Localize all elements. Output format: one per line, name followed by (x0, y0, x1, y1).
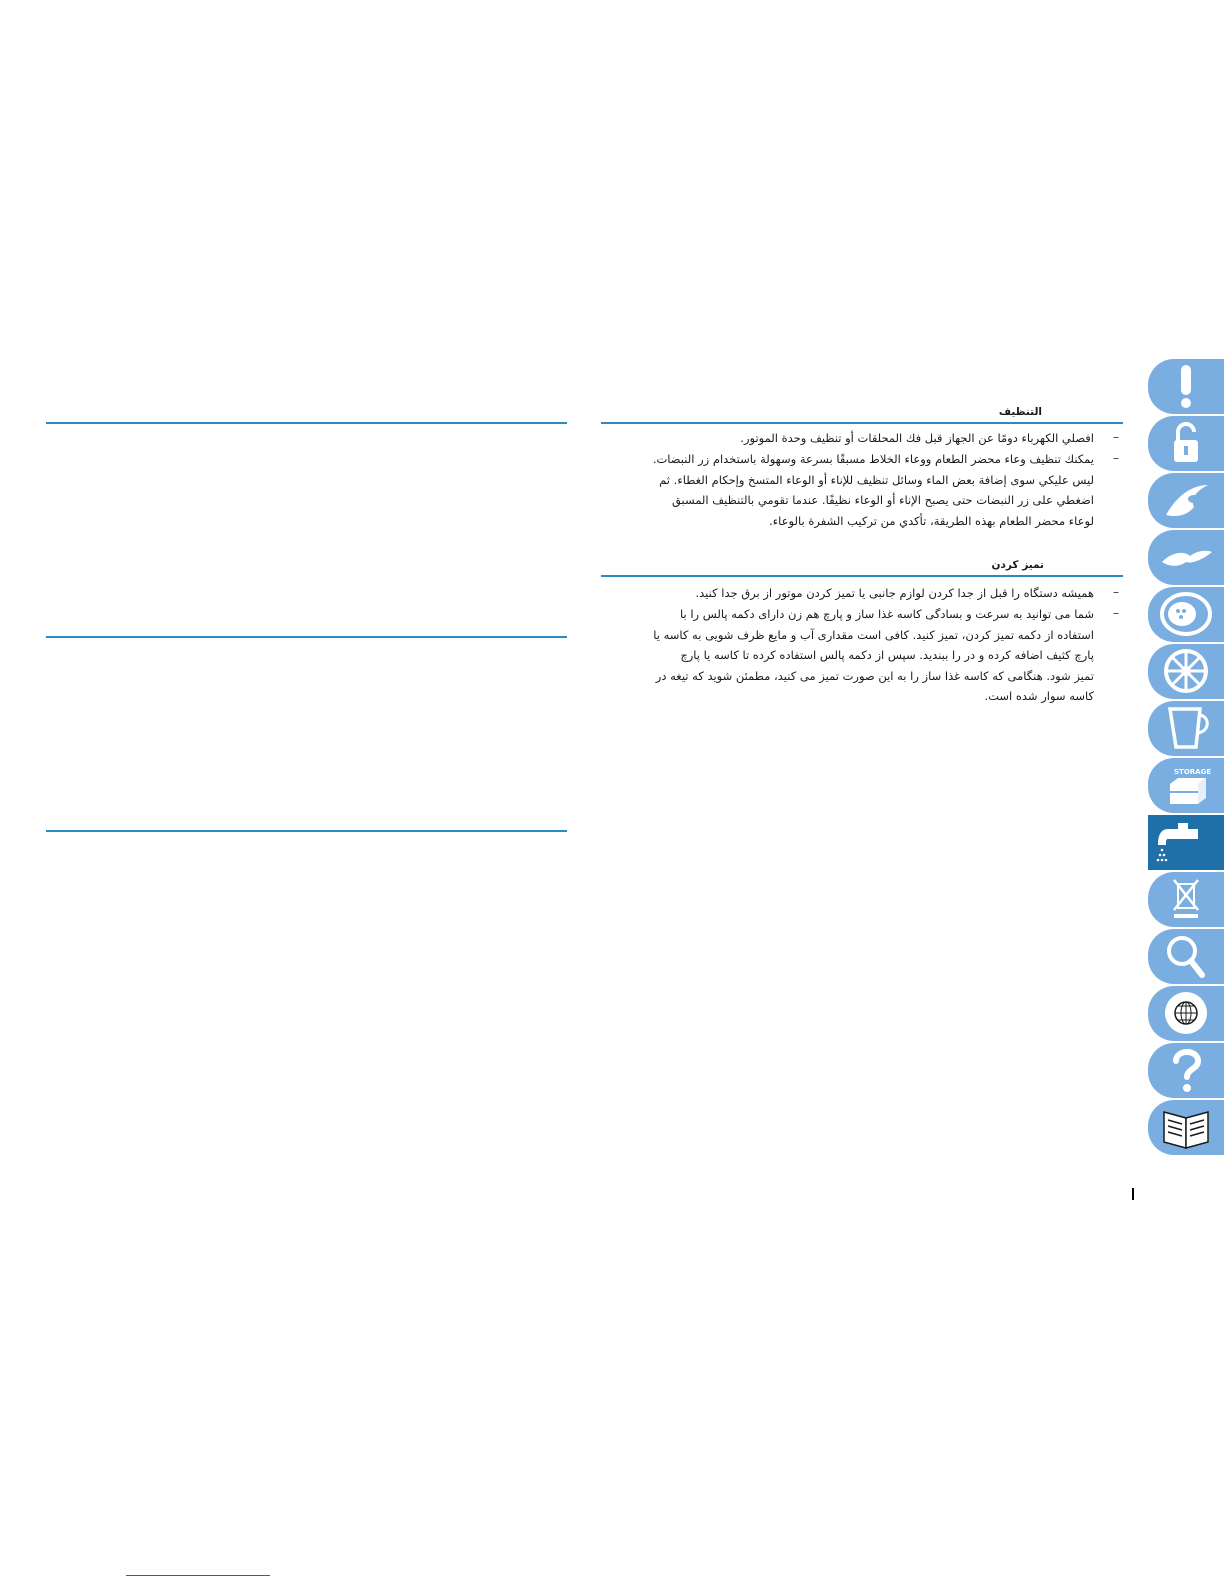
paragraph-line: شما می توانید به سرعت و بسادگی کاسه غذا ساز و پارچ هم زن دارای دکمه پالس را با (679, 607, 1094, 621)
bullet-dash: – (1113, 606, 1119, 620)
jug-icon (1156, 705, 1216, 752)
slicing-disc-icon (1156, 648, 1216, 695)
question-icon (1156, 1047, 1216, 1094)
tab-guarantee[interactable] (1148, 986, 1224, 1041)
tab-blade[interactable] (1148, 530, 1224, 585)
arabic-divider (601, 422, 1123, 424)
paragraph-line: لوعاء محضر الطعام بهذه الطريقة، تأكدي من تركيب الشفرة بالوعاء. (769, 513, 1094, 528)
dough-hook-icon (1156, 477, 1216, 524)
tab-lock[interactable] (1148, 416, 1224, 471)
bullet-dash: – (1113, 451, 1119, 465)
arabic-bullet-1: افصلي الكهرباء دومًا عن الجهاز قبل فك المحلقات أو تنظيف وحدة الموتور. (740, 431, 1094, 445)
paragraph-line: پارچ کثیف اضافه کرده و در را ببندید. سپس از دکمه پالس استفاده کرده تا کاسه یا پارچ (680, 648, 1094, 662)
persian-divider (601, 575, 1123, 577)
arabic-bullet-2 (594, 449, 1094, 531)
disc-icon (1156, 591, 1216, 638)
bullet-dash: – (1113, 430, 1119, 444)
bullet-dash: – (1113, 585, 1119, 599)
page-marker (1132, 1188, 1134, 1200)
left-divider-2 (46, 636, 567, 638)
paragraph-line: کاسه سوار شده است. (984, 689, 1094, 703)
persian-bullet-2 (594, 604, 1094, 707)
blade-icon (1156, 534, 1216, 581)
paragraph-line: تمیز شود. هنگامی که کاسه غذا ساز را به این صورت تمیز می کنید، مطمئن شوید که تیغه در (655, 668, 1094, 683)
exclamation-icon (1156, 363, 1216, 410)
tab-slicing-disc[interactable] (1148, 644, 1224, 699)
tab-dough-hook[interactable] (1148, 473, 1224, 528)
tab-cleaning[interactable] (1148, 815, 1224, 870)
paragraph-line: استفاده از دکمه تمیز کردن، تمیز کنید. کافی است مقداری آب و مایع ظرف شویی به کاسه یا (653, 627, 1094, 642)
left-divider-3 (46, 830, 567, 832)
paragraph-line: اضغطي على زر النبضات حتى يصبح الإناء أو الوعاء نظيفًا. عندما تقومي بالتنظيف المسبق (671, 493, 1094, 507)
tap-icon (1156, 819, 1216, 866)
svg-text:STORAGE: STORAGE (1174, 768, 1212, 776)
paragraph-line: ليس عليكي سوى إضافة بعض الماء وسائل تنظيف للإناء أو الوعاء المتسخ وإحكام الغطاء. ثم (659, 472, 1094, 487)
footnote-rule (126, 1575, 270, 1576)
storage-box-icon (1156, 762, 1216, 809)
tab-manual[interactable] (1148, 1100, 1224, 1155)
persian-bullet-1: همیشه دستگاه را قبل از جدا کردن لوازم جانبی یا تمیز کردن موتور از برق جدا کنید. (695, 586, 1094, 600)
left-divider-1 (46, 422, 567, 424)
persian-heading: تمیز کردن (991, 559, 1044, 571)
arabic-heading: التنظيف (998, 406, 1042, 418)
paragraph-line: يمكنك تنظيف وعاء محضر الطعام ووعاء الخلاط مسبقًا بسرعة وسهولة باستخدام زر النبضات. (652, 452, 1094, 466)
tab-faq[interactable] (1148, 1043, 1224, 1098)
globe-guarantee-icon (1156, 990, 1216, 1037)
magnifier-icon (1156, 933, 1216, 980)
crossed-bin-icon (1156, 876, 1216, 923)
tab-storage[interactable] (1148, 758, 1224, 813)
tab-jug[interactable] (1148, 701, 1224, 756)
tab-safety[interactable] (1148, 359, 1224, 414)
tab-troubleshooting[interactable] (1148, 929, 1224, 984)
tab-disposal[interactable] (1148, 872, 1224, 927)
tab-disc[interactable] (1148, 587, 1224, 642)
book-icon (1156, 1104, 1216, 1151)
padlock-icon (1156, 420, 1216, 467)
